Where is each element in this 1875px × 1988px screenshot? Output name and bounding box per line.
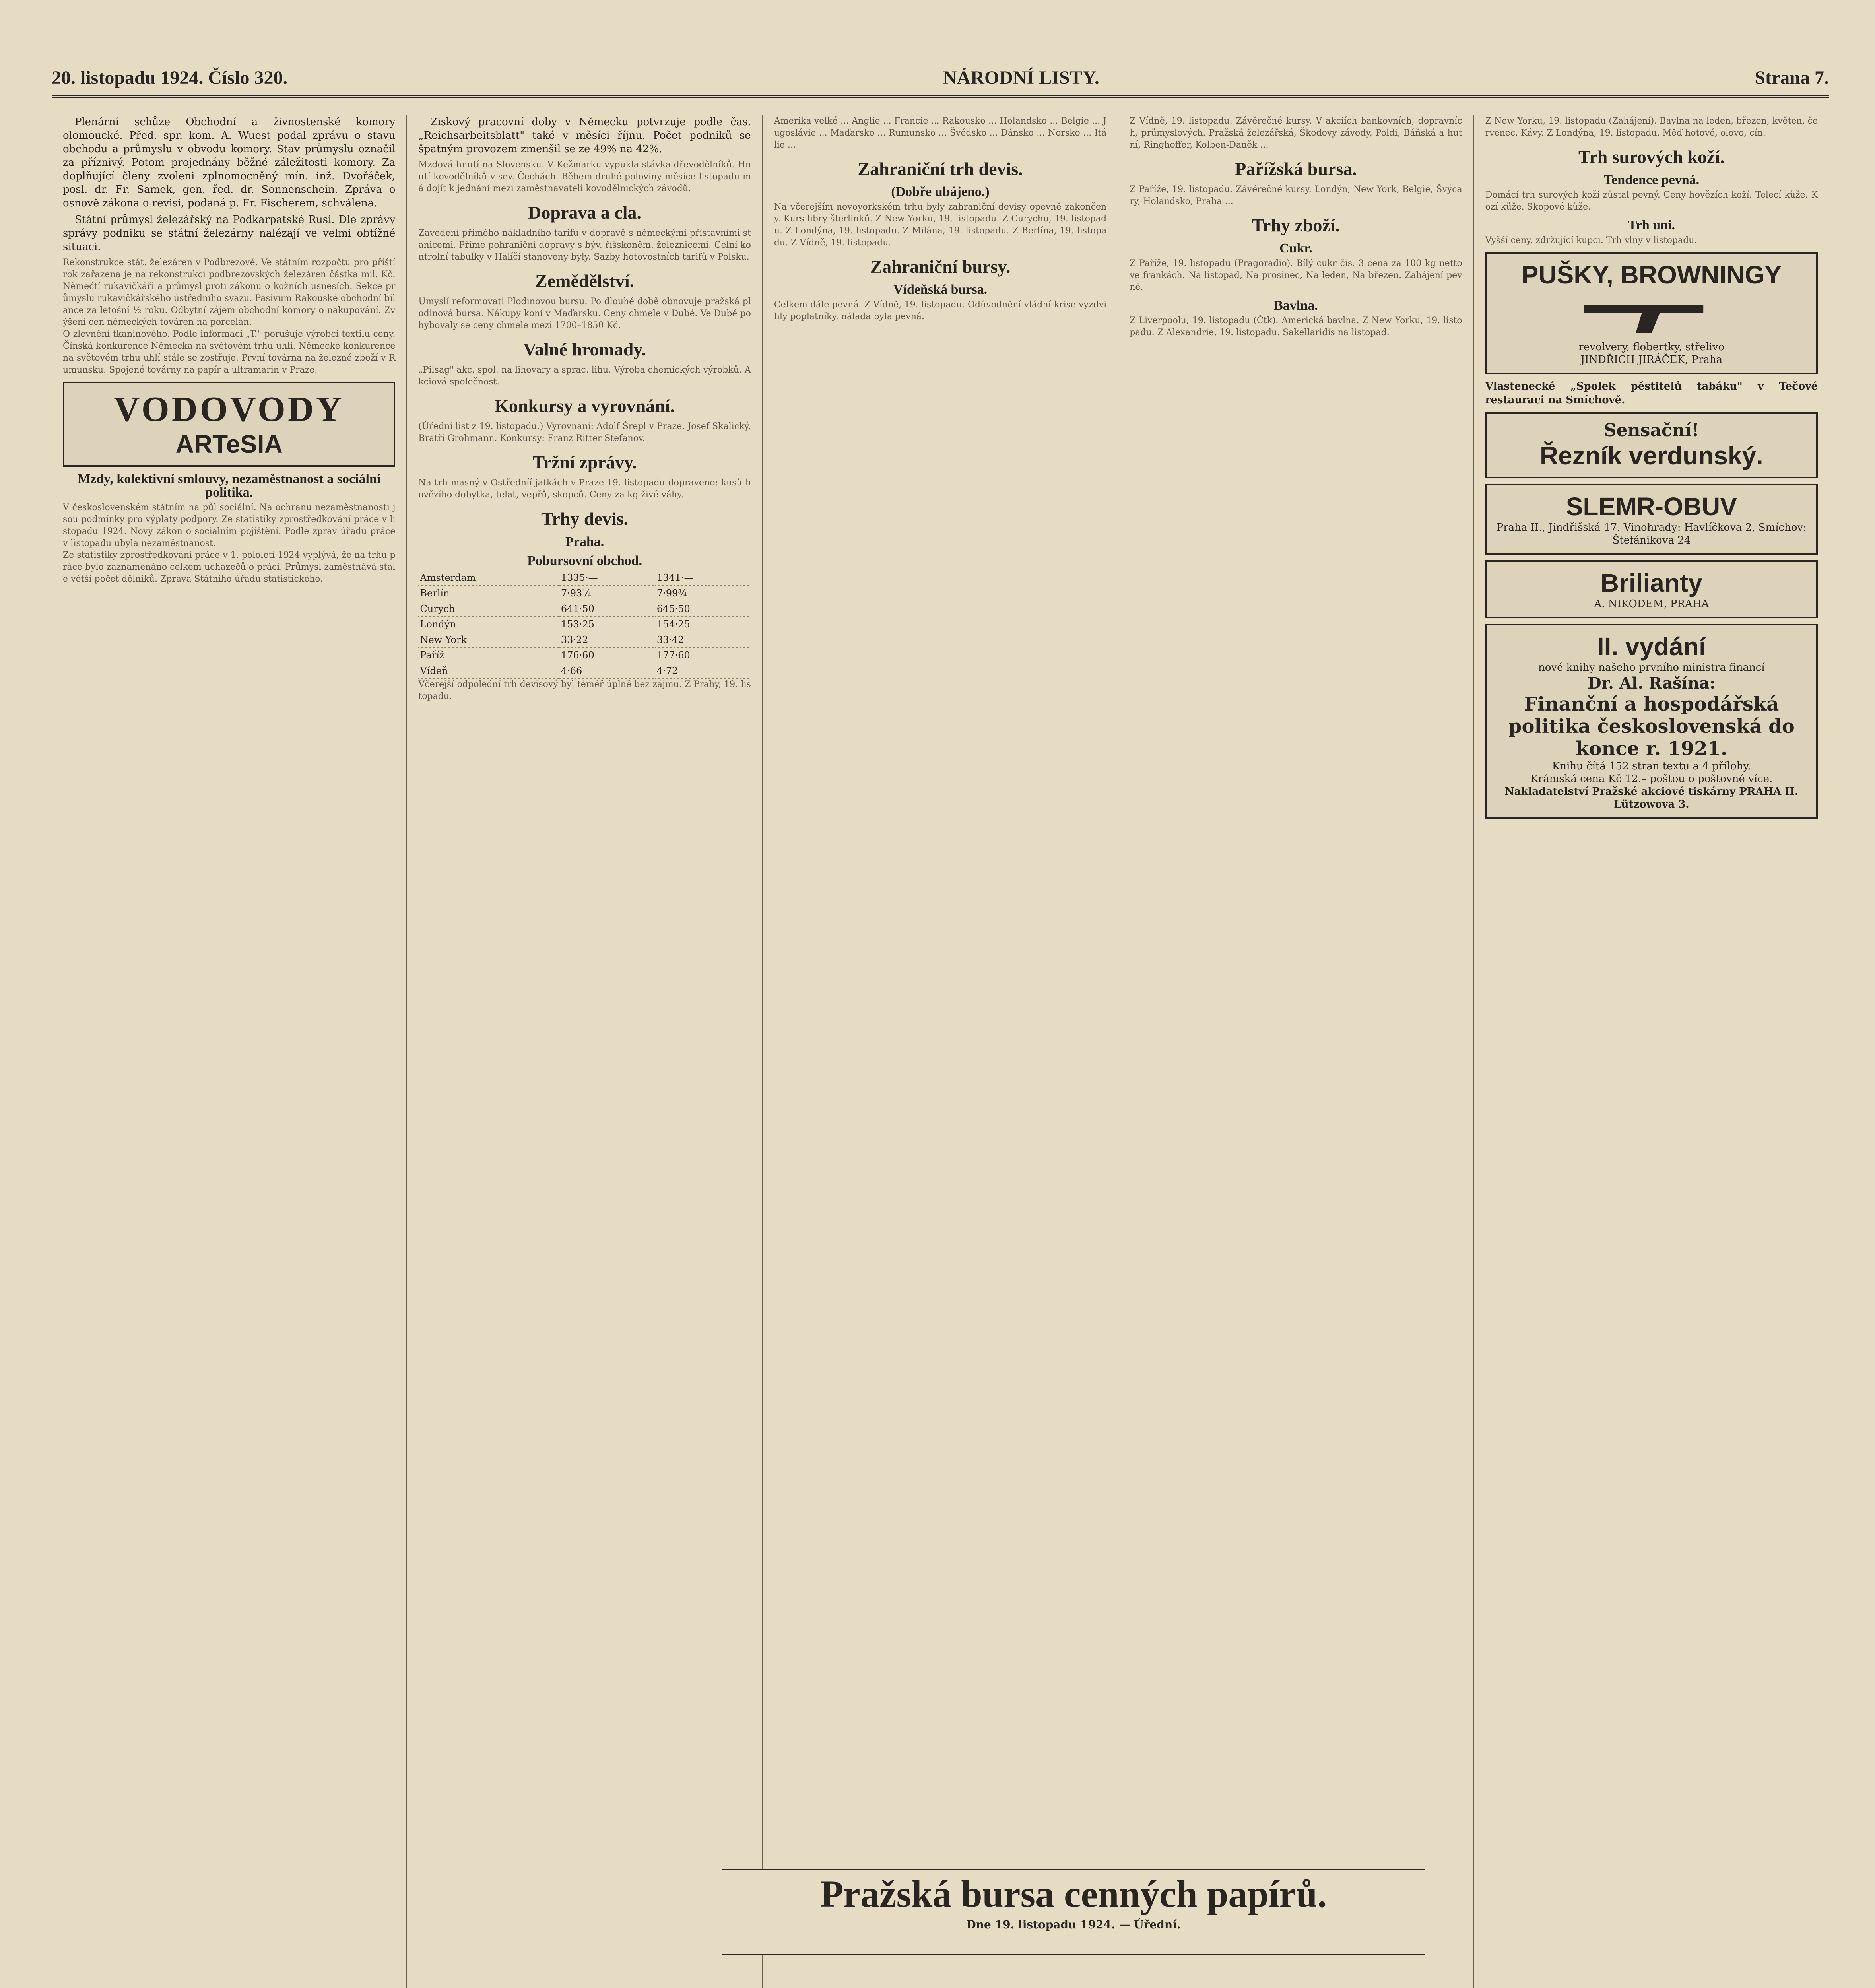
devisy-cell-v2: 154·25 — [655, 617, 751, 632]
column-3 — [762, 115, 1118, 1988]
ad-brilianty — [1485, 560, 1818, 618]
devisy-cell-name: Londýn — [418, 617, 559, 632]
heading-zahranicni-bursy: Zahraniční bursy. — [870, 256, 1011, 277]
ad-artesia: ARTeSIA — [175, 430, 283, 458]
heading-tendence: Tendence pevná. — [1603, 173, 1700, 187]
text-block: Z Liverpoolu, 19. listopadu (Čtk). Americká bavlna. Z New Yorku, 19. listopadu. Z Alexandrie, 19. listopadu. Sakellaridis na listopad. — [1130, 316, 1462, 338]
heading-parizska: Pařížská bursa. — [1235, 159, 1357, 179]
devisy-cell-v1: 4·66 — [559, 663, 655, 679]
ad-vydani-sub: nové knihy našeho prvního ministra financí — [1538, 662, 1765, 674]
ad-pusky-sub: revolvery, flobertky, střelivo — [1578, 341, 1725, 353]
column-5 — [1473, 115, 1829, 1988]
text-block: Včerejší odpolední trh devisový byl téměř úplně bez zájmu. Z Prahy, 19. listopadu. — [418, 679, 751, 701]
heading-cukr: Cukr. — [1279, 241, 1312, 256]
ad-slemr-title: SLEMR-OBUV — [1566, 492, 1737, 521]
devisy-cell-name: Curych — [418, 601, 559, 617]
ad-reznik-title: Řezník verdunský. — [1539, 441, 1763, 470]
devisy-cell-v2: 33·42 — [655, 632, 751, 648]
heading-pobursovni: Pobursovní obchod. — [527, 553, 642, 568]
devisy-cell-v1: 33·22 — [559, 632, 655, 648]
subheading-zahranicni-trh: (Dobře ubájeno.) — [891, 184, 990, 199]
ad-pusky — [1485, 252, 1818, 374]
text-block: Z Paříže, 19. listopadu (Pragoradio). Bílý cukr čís. 3 cena za 100 kg netto ve frankách. Na listopad, Na prosinec, Na leden, Na březen. Zahájení pevné. — [1130, 258, 1465, 292]
ad-pusky-title: PUŠKY, BROWNINGY — [1521, 260, 1782, 289]
heading-valne: Valné hromady. — [523, 339, 646, 359]
text-block: Celkem dále pevná. Z Vídně, 19. listopadu. Odúvodnění vládní krise vyzdvihly poplatníky, nálada byla pevná. — [774, 300, 1107, 322]
devisy-cell-v2: 1341·— — [655, 570, 751, 586]
banner-subtitle: Dne 19. listopadu 1924. — Úřední. — [966, 1918, 1181, 1931]
devisy-cell-name: Paříž — [418, 648, 559, 663]
heading-surovych: Trh surových koží. — [1578, 147, 1725, 167]
ad-rasin-title: Finanční a hospodářská politika československá do konce r. 1921. — [1508, 693, 1795, 760]
devisy-row — [418, 570, 751, 586]
column-2 — [406, 115, 762, 1988]
ad-rasin-cena2: Krámská cena Kč 12.– poštou o poštovné více. — [1530, 773, 1773, 785]
heading-bavlna: Bavlna. — [1274, 298, 1318, 313]
banner-title: Pražská bursa cenných papírů. — [820, 1873, 1327, 1915]
text-block: O zlevnění tkaninového. Podle informací „T." porušuje výrobci textilu ceny. Čínská konkurence Německa na světovém trhu uhlí. Německé konkurence na světovém trhu uhlí stále se zostřuje. První továrna na železné zboží v Rumunsku. Spojené továrny na papír a ultramarin v Praze. — [63, 329, 398, 375]
devisy-row — [418, 632, 751, 648]
text-block: Mzdová hnutí na Slovensku. V Kežmarku vypukla stávka dřevodělníků. Hnutí kovodělníků v sev. Čechách. Během druhé poloviny měsíce listopadu má dojít k jednání mezi zaměstnavateli kovodělnických závodů. — [418, 160, 751, 194]
banner-prazska-bursa — [722, 1869, 1425, 1955]
devisy-cell-name: Amsterdam — [418, 570, 559, 586]
text-block: Z Vídně, 19. listopadu. Závěrečné kursy. V akciích bankovních, dopravních, průmyslových. Pražská železářská, Škodovy závody, Poldi, Báňská a hutní, Ringhoffer, Kolben-Daněk ... — [1130, 116, 1462, 150]
masthead — [52, 60, 1829, 98]
page-number: Strana 7. — [1755, 67, 1829, 88]
ad-rasin-cena: Knihu čítá 152 stran textu a 4 přílohy. — [1552, 760, 1751, 772]
text-block: Vyšší ceny, zdržující kupci. Trh vlny v listopadu. — [1485, 235, 1697, 245]
text-block: Domácí trh surových koží zůstal pevný. Ceny hovězích koží. Telecí kůže. Kozí kůže. Skopové kůže. — [1485, 190, 1818, 212]
text-block: (Úřední list z 19. listopadu.) Vyrovnání: Adolf Šrepl v Praze. Josef Skalický, Bratři Grohmann. Konkursy: Franz Ritter Stefanov. — [418, 421, 754, 443]
devisy-cell-v1: 641·50 — [559, 601, 655, 617]
ad-vodovody-title: VODOVODY — [114, 390, 344, 429]
heading-trzni: Tržní zprávy. — [532, 452, 637, 472]
ad-nikodem: A. NIKODEM, PRAHA — [1594, 598, 1709, 610]
heading-trh-uni: Trh uni. — [1628, 218, 1675, 233]
devisy-cell-v1: 153·25 — [559, 617, 655, 632]
heading-doprava: Doprava a cla. — [528, 202, 642, 223]
ad-brilianty-title: Brilianty — [1600, 569, 1702, 597]
ad-pusky-firm: JINDŘICH JIRÁČEK, Praha — [1580, 354, 1723, 366]
heading-zemedelstvi: Zemědělství. — [535, 271, 635, 291]
heading-trhy-devis: Trhy devis. — [541, 509, 629, 529]
devisy-row — [418, 601, 751, 617]
devisy-row — [418, 586, 751, 601]
devisy-cell-name: Berlín — [418, 586, 559, 601]
devisy-row — [418, 663, 751, 679]
article-komora: Plenární schůze Obchodní a živnostenské komory olomoucké. Před. spr. kom. A. Wuest podal zprávu o stavu obchodu a průmyslu v obvodu komory. Stav průmyslu označil za příznivý. Potom projednány běžné záležitosti komory. Za doplňující členy zvoleni zplnomocněný mín. inž. Dvořáček, posl. dr. Fr. Samek, gen. řed. dr. Sonnenschein. Zpráva o osnově zákona o revisi, podaná p. Fr. Fischerem, schválena. — [63, 116, 396, 209]
devisy-cell-v2: 7·99¾ — [655, 586, 751, 601]
heading-zahranicni-trh: Zahraniční trh devis. — [858, 159, 1023, 179]
text-block: Na trh masný v Ostředníí jatkách v Praze 19. listopadu dopraveno: kusů hovězího dobytka, telat, vepřů, skopců. Ceny za kg živé váhy. — [418, 478, 751, 500]
devisy-cell-v2: 177·60 — [655, 648, 751, 663]
text-block: Z Paříže, 19. listopadu. Závěrečné kursy. Londýn, New York, Belgie, Švýcary, Holandsko, Praha ... — [1130, 184, 1462, 206]
devisy-cell-v1: 7·93¼ — [559, 586, 655, 601]
ad-slemr-sub: Praha II., Jindřišská 17. Vinohrady: Havlíčkova 2, Smíchov: Štefánikova 24 — [1496, 522, 1807, 546]
columns — [52, 115, 1829, 1988]
text-block: V československém státním na půl sociální. Na ochranu nezaměstnanosti jsou podmínky pro výplaty podpory. Ze statistiky zprostředkování práce v listopadu 1924. Nový zákon o sociálním pojištění. Podle zpráv úřadu práce v listopadu ubyla nezaměstnanost. — [63, 503, 398, 548]
text-block: Zavedení přímého nákladního tarifu v dopravě s německými přístavními stanicemi. Přímé pohraniční dopravy s býv. říšskoněm. železnicemi. Celní kontrolní tabulky v Halíčí stanoveny byly. Sazby hotovostních tarifů v Polsku. — [418, 228, 751, 262]
ad-rasin-nakladatel: Nakladatelství Pražské akciové tiskárny PRAHA II. Lützowova 3. — [1504, 786, 1798, 810]
heading-trhy-zbozi: Trhy zboží. — [1252, 215, 1340, 235]
ad-vlastenecke: Vlastenecké „Spolek pěstitelů tabáku" v Tečové restauraci na Smíchově. — [1485, 381, 1818, 406]
text-block: „Pilsag" akc. spol. na lihovary a sprac. lihu. Výroba chemických výrobků. Akciová společnost. — [418, 365, 751, 387]
ad-reznik — [1485, 412, 1818, 478]
column-4 — [1118, 115, 1473, 1988]
devisy-cell-v1: 1335·— — [559, 570, 655, 586]
devisy-row — [418, 617, 751, 632]
heading-mzdy: Mzdy, kolektivní smlouvy, nezaměstnanost a sociální politika. — [78, 472, 381, 500]
devisy-cell-v1: 176·60 — [559, 648, 655, 663]
ad-sensacni: Sensační! — [1603, 420, 1699, 441]
devisy-row — [418, 648, 751, 663]
devisy-cell-v2: 645·50 — [655, 601, 751, 617]
ad-slemr — [1485, 484, 1818, 555]
heading-konkursy: Konkursy a vyrovnání. — [495, 396, 675, 416]
text-block: Na včerejším novoyorkském trhu byly zahraniční devisy opevně zakončeny. Kurs libry šterlinků. Z New Yorku, 19. listopadu. Z Curychu, 19. listopadu. Z Londýna, 19. listopadu. Z Milána, 19. listopadu. Z Berlína, 19. listopadu. Z Vídně, 19. listopadu. — [774, 202, 1107, 248]
text-block: Amerika velké ... Anglie ... Francie ... Rakousko ... Holandsko ... Belgie ... Jugoslávie ... Maďarsko ... Rumunsko ... Švédsko ... Dánsko ... Norsko ... Itálie ... — [774, 116, 1107, 150]
ad-vodovody — [63, 382, 395, 467]
column-1 — [52, 115, 406, 1988]
heading-praha: Praha. — [565, 534, 604, 549]
ad-rasin — [1485, 624, 1818, 819]
article-zelezarny: Státní průmysl železářský na Podkarpatské Rusi. Dle zprávy správy podniku se státní železárny nalézají ve velmi obtížné situaci. — [63, 214, 396, 253]
heading-videnska: Vídeňská bursa. — [893, 282, 988, 297]
text-block: Rekonstrukce stát. železáren v Podbrezové. Ve státním rozpočtu pro příští rok zařazena je na rekonstrukci podbrezovských železáren částka mil. Kč. Němečtí rukavičkáři a průmysl proti zákonu o kožních usnesích. Sekce průmyslu rukavičkářského ústředního svazu. Pasivum Rakouské obchodní bilance za letošní ½ roku. Odbytní zájem obchodní komory o nakupování. Zvýšení cen německých továren na porcelán. — [63, 258, 398, 327]
devisy-table — [418, 570, 751, 679]
ad-rasin-author: Dr. Al. Rašína: — [1588, 674, 1716, 693]
text-block: Z New Yorku, 19. listopadu (Zahájení). Bavlna na leden, březen, květen, červenec. Kávy. Z Londýna, 19. listopadu. Měď hotové, olovo, cín. — [1485, 116, 1818, 138]
text-block: Umyslí reformovati Plodinovou bursu. Po dlouhé době obnovuje pražská plodinová bursa. Nákupy koní v Maďarsku. Ceny chmele v Dubé. Ve Dubé pohybovaly se ceny chmele mezi 1700–1850 Kč. — [418, 297, 751, 330]
devisy-cell-v2: 4·72 — [655, 663, 751, 679]
ad-vydani: II. vydání — [1597, 632, 1706, 661]
pistol-icon — [1493, 289, 1810, 337]
issue-date: 20. listopadu 1924. Číslo 320. — [52, 67, 288, 88]
devisy-cell-name: New York — [418, 632, 559, 648]
text-block: Ze statistiky zprostředkování práce v 1. pololetí 1924 vyplývá, že na trhu práce bylo zaznamenáno celkem uchazečů o práci. Průmysl zaměstnává stále větší počet dělníků. Zpráva Státního úřadu statistického. — [63, 550, 396, 584]
newspaper-title: NÁRODNÍ LISTY. — [943, 67, 1099, 88]
article-pracovni-doba: Ziskový pracovní doby v Německu potvrzuje podle čas. „Reichsarbeitsblatt" také v měsíci říjnu. Počet podniků se špatným provozem zmenšil se ze 49% na 42%. — [418, 116, 751, 155]
devisy-cell-name: Vídeň — [418, 663, 559, 679]
